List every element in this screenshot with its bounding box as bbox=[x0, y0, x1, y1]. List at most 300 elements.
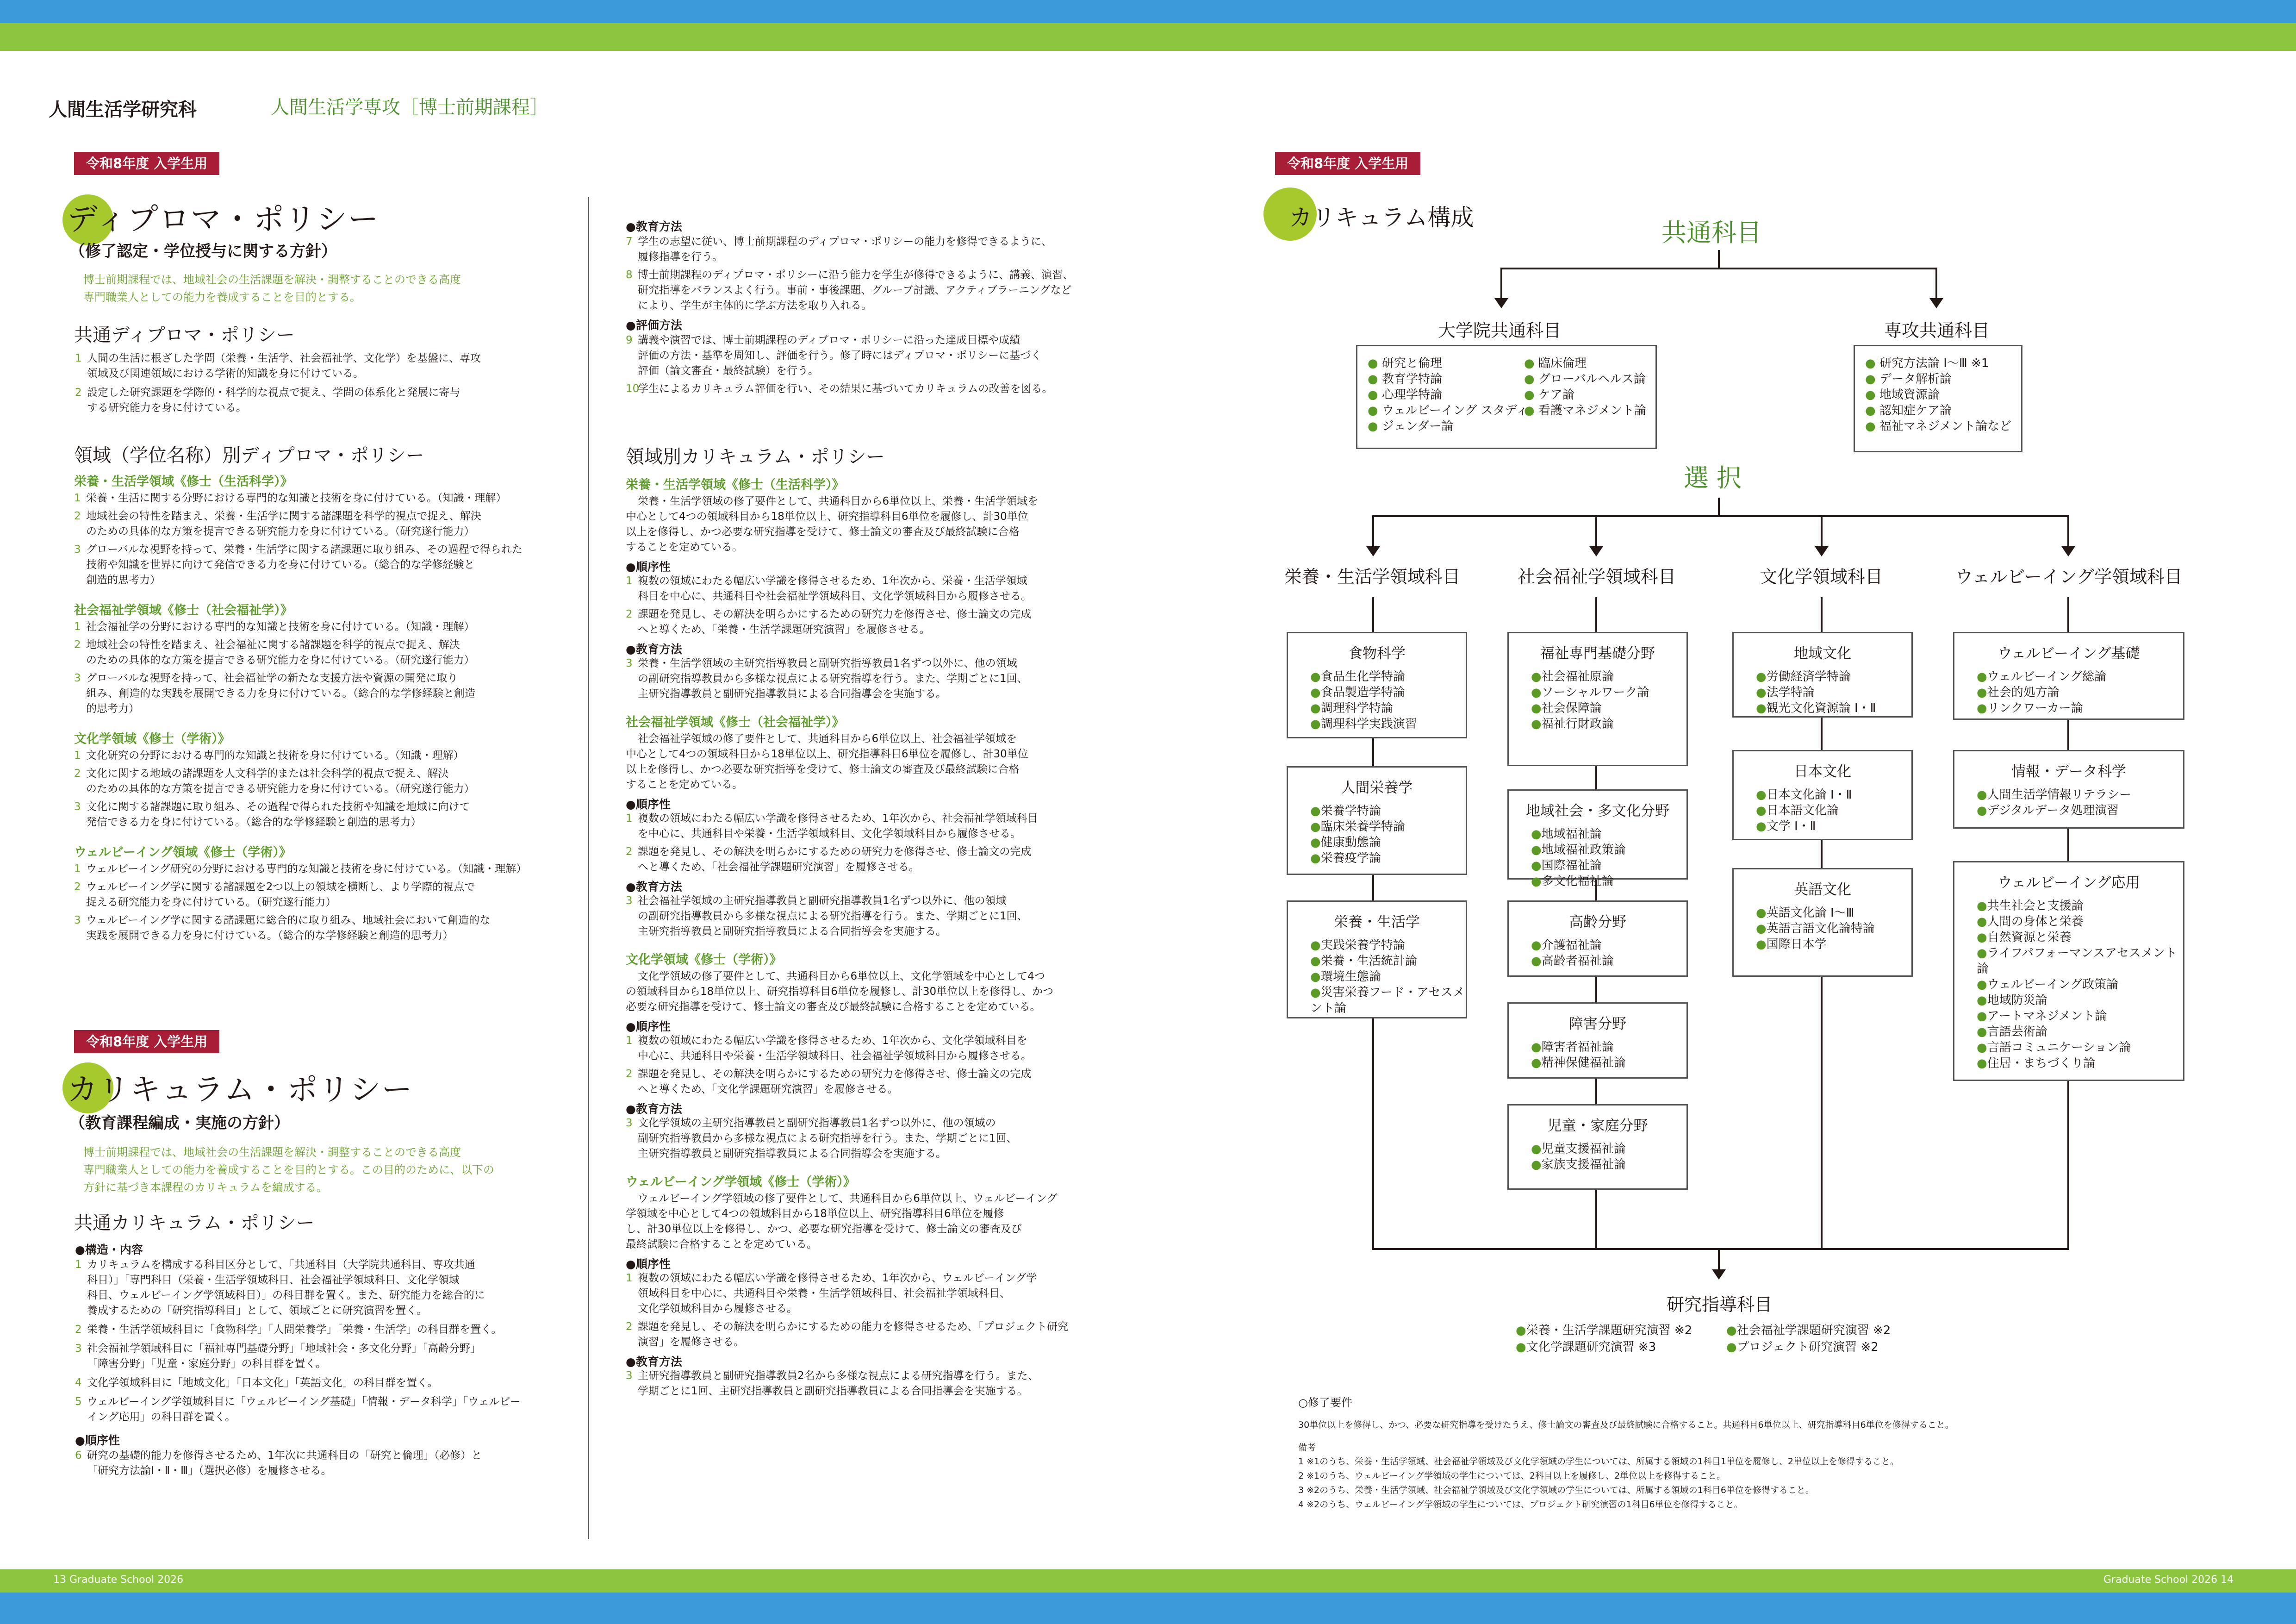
item-line: 捉える研究能力を身に付けている。（研究遂行能力） bbox=[86, 896, 336, 908]
bullet-text: 地域資源論 bbox=[1879, 388, 1940, 402]
item-line: 栄養・生活学領域の主研究指導教員と副研究指導教員1名ずつ以外に、他の領域 bbox=[638, 657, 1017, 669]
subject-name: 英語言語文化論特論 bbox=[1766, 922, 1875, 936]
subject-item bbox=[1531, 716, 1686, 732]
bullet-item bbox=[1368, 356, 1528, 371]
field-diploma-heading: 領域（学位名称）別ディプロマ・ポリシー bbox=[74, 445, 424, 466]
column-divider bbox=[588, 197, 589, 1539]
bullet-item bbox=[1865, 387, 2011, 403]
curriculum-policy-lead bbox=[83, 1143, 494, 1196]
item-line: 社会福祉学の分野における専門的な知識と技術を身に付けている。（知識・理解） bbox=[86, 621, 475, 633]
subject-list bbox=[1531, 937, 1686, 969]
item-line: イング応用」の科目群を置く。 bbox=[87, 1411, 236, 1423]
item-line: 複数の領域にわたる幅広い学識を修得させるため、1年次から、栄養・生活学領域 bbox=[638, 575, 1027, 587]
item-line: 博士前期課程のディプロマ・ポリシーに沿う能力を学生が修得できるように、講義、演習、 bbox=[638, 269, 1074, 281]
subject-list bbox=[1977, 669, 2183, 716]
numbered-item bbox=[74, 637, 565, 668]
bullet-icon: ● bbox=[1310, 717, 1321, 731]
univ-left-list bbox=[1368, 356, 1528, 434]
subject-group-title: 英語文化 bbox=[1794, 881, 1851, 898]
arrow-icon bbox=[1929, 298, 1943, 308]
item-number: 3 bbox=[74, 801, 81, 813]
category-label: 社会福祉学領域科目 bbox=[1517, 567, 1676, 587]
subject-item bbox=[1310, 819, 1466, 835]
bullet-icon: ● bbox=[1531, 1142, 1542, 1156]
curriculum-structure-title: カリキュラム構成 bbox=[1289, 204, 1474, 231]
year-tag: 令和8年度 入学生用 bbox=[1275, 152, 1420, 175]
subject-item bbox=[1756, 669, 1911, 685]
item-line: 学期ごとに1回、主研究指導教員と副研究指導教員による合同指導会を実施する。 bbox=[638, 1385, 1028, 1397]
numbered-item bbox=[74, 748, 565, 763]
remark: 1 ※1のうち、栄養・生活学領域、社会福祉学領域及び文化学領域の学生については、所属する領域の1科目1単位を履修し、2単位以上を修得すること。 bbox=[1298, 1456, 1899, 1467]
diploma-subtitle: （修了認定・学位授与に関する方針） bbox=[69, 242, 337, 261]
item-number: 7 bbox=[626, 236, 633, 248]
subject-item bbox=[1977, 930, 2183, 945]
major-common-title: 専攻共通科目 bbox=[1884, 320, 1990, 341]
bullet-icon: ● bbox=[1756, 670, 1767, 684]
bullet-item bbox=[1368, 371, 1528, 387]
subject-name: リンクワーカー論 bbox=[1987, 701, 2083, 715]
bullet-item bbox=[1368, 387, 1528, 403]
item-line: の副研究指導教員から多様な視点による研究指導を行う。また、学期ごとに1回、 bbox=[638, 910, 1028, 922]
subject-item bbox=[1310, 969, 1466, 985]
research-title: 研究指導科目 bbox=[1666, 1294, 1772, 1315]
subject-name: 栄養学特論 bbox=[1320, 804, 1381, 818]
bullet-icon: ● bbox=[1531, 827, 1542, 841]
subject-item bbox=[1310, 803, 1466, 819]
bullet-icon: ● bbox=[1756, 701, 1767, 715]
subject-group-title: 人間栄養学 bbox=[1341, 780, 1413, 796]
subject-group-box bbox=[1732, 632, 1913, 718]
bullet-icon: ● bbox=[1977, 670, 1987, 684]
bullet-text: グローバルヘルス論 bbox=[1538, 372, 1646, 386]
subject-item bbox=[1977, 1008, 2183, 1024]
requirements-text: 30単位以上を修得し、かつ、必要な研究指導を受けたうえ、修士論文の審査及び最終試験に合格すること。共通科目6単位以上、研究指導科目6単位を修得すること。 bbox=[1298, 1420, 1954, 1430]
common-diploma-heading: 共通ディプロマ・ポリシー bbox=[74, 325, 295, 346]
numbered-item bbox=[74, 800, 565, 830]
subject-name: ソーシャルワーク論 bbox=[1541, 686, 1649, 700]
subject-group-title: ウェルビーイング応用 bbox=[1997, 874, 2140, 891]
bullet-icon: ● bbox=[1368, 404, 1382, 418]
footer-band bbox=[0, 1569, 2296, 1593]
bullet-text: 福祉マネジメント論など bbox=[1879, 419, 2012, 433]
item-line: 技術や知識を世界に向けて発信できる力を身に付けている。（総合的な学修経験と bbox=[86, 559, 475, 571]
bullet-icon: ● bbox=[1531, 1040, 1542, 1054]
bullet-icon: ● bbox=[1531, 1158, 1542, 1172]
bullet-item bbox=[1865, 371, 2011, 387]
subject-name: ウェルビーイング総論 bbox=[1987, 670, 2107, 684]
research-item: ●文化学課題研究演習 ※3 bbox=[1516, 1340, 1656, 1354]
subject-list bbox=[1310, 937, 1466, 1016]
bullet-icon: ● bbox=[1977, 1041, 1987, 1055]
intro-line: 最終試験に合格することを定めている。 bbox=[626, 1238, 817, 1250]
bullet-item bbox=[1368, 403, 1528, 418]
subject-item bbox=[1531, 700, 1686, 716]
bullet-icon: ● bbox=[1865, 372, 1879, 386]
major-common-box bbox=[1854, 345, 2022, 452]
subject-name: 労働経済学特論 bbox=[1766, 670, 1851, 684]
remarks-list bbox=[1298, 1455, 1899, 1512]
year-tag: 令和8年度 入学生用 bbox=[74, 1030, 219, 1053]
item-number: 2 bbox=[75, 387, 82, 399]
item-line: へと導くため、「社会福祉学課題研究演習」を履修させる。 bbox=[638, 861, 920, 873]
subject-item bbox=[1756, 937, 1911, 952]
bullet-icon: ● bbox=[1531, 938, 1542, 952]
arrow-icon bbox=[1366, 546, 1380, 556]
numbered-item bbox=[74, 671, 565, 717]
subject-item bbox=[1531, 669, 1686, 685]
page-title: 人間生活学研究科 bbox=[49, 99, 197, 120]
item-line: カリキュラムを構成する科目区分として、「共通科目（大学院共通科目、専攻共通 bbox=[87, 1259, 475, 1271]
tree-line bbox=[1372, 515, 1374, 548]
subject-group-title: 障害分野 bbox=[1569, 1016, 1626, 1032]
lead-line: 方針に基づき本課程のカリキュラムを編成する。 bbox=[83, 1181, 328, 1194]
subject-group-box bbox=[1732, 750, 1913, 840]
subject-name: 英語文化論 Ⅰ～Ⅲ bbox=[1766, 906, 1854, 920]
tree-line bbox=[2067, 515, 2069, 548]
bullet-icon: ● bbox=[1310, 986, 1321, 999]
subject-item bbox=[1756, 905, 1911, 921]
subject-name: 栄養・生活統計論 bbox=[1320, 954, 1417, 968]
section-label: ●教育方法 bbox=[626, 1102, 682, 1116]
subject-name: 多文化福祉論 bbox=[1541, 874, 1614, 888]
subject-name: 栄養疫学論 bbox=[1320, 851, 1381, 865]
subject-name: デジタルデータ処理演習 bbox=[1987, 804, 2119, 818]
subject-name: 社会的処方論 bbox=[1987, 686, 2060, 700]
subject-list bbox=[1756, 787, 1911, 834]
subject-item bbox=[1977, 685, 2183, 700]
field-heading: 社会福祉学領域《修士（社会福祉学）》 bbox=[74, 603, 293, 618]
univ-common-title: 大学院共通科目 bbox=[1437, 320, 1561, 341]
subject-name: 住居・まちづくり論 bbox=[1987, 1056, 2096, 1070]
item-line: 複数の領域にわたる幅広い学識を修得させるため、1年次から、社会福祉学領域科目 bbox=[638, 812, 1038, 824]
subject-item bbox=[1531, 1157, 1686, 1173]
bullet-icon: ● bbox=[1368, 419, 1382, 433]
bullet-text: 心理学特論 bbox=[1381, 388, 1442, 402]
bullet-icon: ● bbox=[1977, 804, 1987, 818]
subject-name: 臨床栄養学特論 bbox=[1320, 820, 1405, 834]
item-number: 3 bbox=[74, 914, 81, 926]
numbered-item bbox=[75, 351, 566, 381]
item-line: 科目を中心に、共通科目や社会福祉学領域科目、文化学領域科目から履修させる。 bbox=[638, 590, 1032, 602]
bullet-item bbox=[1865, 403, 2011, 418]
subject-name: 家族支援福祉論 bbox=[1541, 1158, 1626, 1172]
subject-item bbox=[1310, 985, 1466, 1016]
subject-group-title: 高齢分野 bbox=[1569, 914, 1626, 931]
item-number: 2 bbox=[74, 768, 81, 780]
numbered-item bbox=[626, 381, 1116, 397]
item-line: 創造的思考力） bbox=[86, 574, 161, 586]
subject-group-title: 食物科学 bbox=[1348, 645, 1406, 662]
bullet-item bbox=[1524, 356, 1646, 371]
item-line: 課題を発見し、その解決を明らかにするための研究力を修得させ、修士論文の完成 bbox=[638, 846, 1032, 858]
subject-group-box bbox=[1287, 632, 1467, 738]
bullet-text: 研究方法論 Ⅰ～Ⅲ ※1 bbox=[1879, 356, 1989, 370]
item-line: 複数の領域にわたる幅広い学識を修得させるため、1年次から、ウェルビーイング学 bbox=[638, 1272, 1037, 1284]
item-line: 課題を発見し、その解決を明らかにするための能力を修得させるため、「プロジェクト研究 bbox=[638, 1321, 1069, 1333]
subject-item bbox=[1977, 898, 2183, 914]
section-label: ●教育方法 bbox=[626, 220, 682, 233]
item-number: 1 bbox=[626, 1035, 633, 1047]
item-number: 1 bbox=[626, 575, 633, 587]
arrow-icon bbox=[1589, 546, 1603, 556]
bullet-icon: ● bbox=[1524, 404, 1538, 418]
item-line: 文化学領域科目に「地域文化」「日本文化」「英語文化」の科目群を置く。 bbox=[87, 1377, 438, 1389]
numbered-item bbox=[75, 1394, 566, 1425]
bullet-icon: ● bbox=[1977, 915, 1987, 929]
section-label: ●教育方法 bbox=[626, 880, 682, 893]
subject-item bbox=[1756, 787, 1911, 803]
numbered-item bbox=[74, 542, 565, 588]
item-line: 的思考力） bbox=[86, 703, 139, 715]
item-line: 中心に、共通科目や栄養・生活学領域科目、社会福祉学領域科目から履修させる。 bbox=[638, 1050, 1032, 1062]
bullet-item bbox=[1368, 418, 1528, 434]
subject-name: 共生社会と支援論 bbox=[1987, 899, 2084, 913]
item-number: 1 bbox=[75, 1259, 82, 1271]
bullet-text: 看護マネジメント論 bbox=[1538, 404, 1647, 418]
item-line: 研究指導をバランスよく行う。事前・事後課題、グループ討議、アクティブラーニングなど bbox=[638, 284, 1072, 296]
field-heading: 栄養・生活学領域《修士（生活科学）》 bbox=[74, 475, 293, 489]
bullet-icon: ● bbox=[1977, 931, 1987, 944]
bullet-item bbox=[1524, 387, 1646, 403]
subject-list bbox=[1977, 898, 2183, 1071]
item-number: 2 bbox=[75, 1324, 82, 1336]
subject-name: 食品生化学特論 bbox=[1320, 670, 1405, 684]
subject-item bbox=[1756, 818, 1911, 834]
item-line: 研究の基礎的能力を修得させるため、1年次に共通科目の「研究と倫理」（必修）と bbox=[87, 1449, 482, 1462]
bullet-icon: ● bbox=[1865, 388, 1879, 402]
subject-name: 精神保健福祉論 bbox=[1541, 1056, 1626, 1070]
item-line: ウェルビーイング学に関する諸課題を2つ以上の領域を横断し、より学際的視点で bbox=[86, 881, 475, 893]
subject-item bbox=[1977, 993, 2183, 1008]
item-number: 8 bbox=[626, 269, 633, 281]
subject-item bbox=[1310, 937, 1466, 953]
bullet-icon: ● bbox=[1368, 388, 1382, 402]
bullet-icon: ● bbox=[1310, 670, 1321, 684]
item-line: の副研究指導教員から多様な視点による研究指導を行う。また、学期ごとに1回、 bbox=[638, 673, 1028, 685]
subject-item bbox=[1977, 945, 2183, 977]
subject-item bbox=[1756, 803, 1911, 818]
arrow-icon bbox=[1712, 1269, 1726, 1280]
subject-name: ライフパフォーマンスアセスメント論 bbox=[1977, 946, 2177, 976]
subject-group-title: 児童・家庭分野 bbox=[1547, 1118, 1648, 1134]
item-line: 課題を発見し、その解決を明らかにするための研究力を修得させ、修士論文の完成 bbox=[638, 608, 1032, 620]
arrow-icon bbox=[1494, 298, 1508, 308]
subject-item bbox=[1531, 1039, 1686, 1055]
bullet-icon: ● bbox=[1977, 993, 1987, 1007]
subject-group-box bbox=[1732, 868, 1913, 977]
item-line: 科目）」「専門科目（栄養・生活学領域科目、社会福祉学領域科目、文化学領域 bbox=[87, 1274, 460, 1286]
subject-name: 日本語文化論 bbox=[1766, 804, 1839, 818]
subject-group-box bbox=[1287, 900, 1467, 1018]
item-number: 3 bbox=[75, 1343, 82, 1355]
subject-item bbox=[1531, 1141, 1686, 1157]
subject-list bbox=[1977, 787, 2183, 818]
numbered-item bbox=[75, 1322, 566, 1337]
subject-item bbox=[1977, 700, 2183, 716]
intro-line: 以上を修得し、かつ必要な研究指導を受けて、修士論文の審査及び最終試験に合格 bbox=[626, 526, 1020, 538]
bullet-icon: ● bbox=[1865, 419, 1879, 433]
category-label: ウェルビーイング学領域科目 bbox=[1955, 567, 2183, 587]
subject-item bbox=[1977, 1024, 2183, 1040]
item-number: 2 bbox=[74, 881, 81, 893]
bullet-icon: ● bbox=[1368, 372, 1382, 386]
item-line: 主研究指導教員と副研究指導教員による合同指導会を実施する。 bbox=[638, 1148, 946, 1160]
bullet-icon: ● bbox=[1524, 356, 1538, 370]
subject-name: 地域福祉政策論 bbox=[1541, 843, 1626, 857]
subject-item bbox=[1977, 669, 2183, 685]
numbered-item bbox=[626, 234, 1116, 265]
bullet-icon: ● bbox=[1310, 954, 1321, 968]
intro-line: 社会福祉学領域の修了要件として、共通科目から6単位以上、社会福祉学領域を bbox=[638, 733, 1017, 745]
item-line: 科目、ウェルビーイング学領域科目）」の科目群を置く。また、研究能力を総合的に bbox=[87, 1289, 485, 1301]
item-line: 領域科目を中心に、共通科目や栄養・生活学領域科目、社会福祉学領域科目、 bbox=[638, 1287, 1010, 1299]
item-line: 養成するための「研究指導科目」として、領域ごとに研究演習を置く。 bbox=[87, 1305, 428, 1317]
item-line: 栄養・生活学領域科目に「食物科学」「人間栄養学」「栄養・生活学」の科目群を置く。 bbox=[87, 1324, 502, 1336]
lead-line: 専門職業人としての能力を養成することを目的とする。 bbox=[83, 291, 361, 304]
item-line: 地域社会の特性を踏まえ、社会福祉に関する諸課題を科学的視点で捉え、解決 bbox=[86, 639, 460, 651]
category-label: 文化学領域科目 bbox=[1759, 567, 1883, 587]
bullet-icon: ● bbox=[1977, 946, 1987, 960]
bullet-text: ウェルビーイング スタディ bbox=[1381, 404, 1528, 418]
numbered-item bbox=[74, 509, 565, 539]
bullet-icon: ● bbox=[1524, 388, 1538, 402]
subject-item bbox=[1531, 937, 1686, 953]
intro-line: 栄養・生活学領域の修了要件として、共通科目から6単位以上、栄養・生活学領域を bbox=[638, 495, 1039, 507]
diploma-title: ディプロマ・ポリシー bbox=[67, 201, 380, 237]
subject-item bbox=[1310, 835, 1466, 850]
subject-group-box bbox=[1507, 789, 1688, 888]
item-line: 地域社会の特性を踏まえ、栄養・生活学に関する諸課題を科学的視点で捉え、解決 bbox=[86, 510, 481, 522]
item-line: 設定した研究課題を学際的・科学的な視点で捉え、学問の体系化と発展に寄与 bbox=[87, 387, 460, 399]
subject-list bbox=[1310, 803, 1466, 866]
numbered-item bbox=[74, 766, 565, 797]
intro-line: 必要な研究指導を受けて、修士論文の審査及び最終試験に合格することを定めている。 bbox=[626, 1001, 1041, 1013]
numbered-item bbox=[75, 1341, 566, 1372]
subject-name: 地域防災論 bbox=[1987, 993, 2047, 1007]
item-line: 栄養・生活に関する分野における専門的な知識と技術を身に付けている。（知識・理解） bbox=[86, 492, 507, 504]
tree-line bbox=[1718, 1248, 1720, 1271]
intro-line: 中心として4つの領域科目から18単位以上、研究指導科目6単位を履修し、計30単位 bbox=[626, 511, 1028, 523]
subject-group-title: 情報・データ科学 bbox=[2011, 763, 2126, 780]
bullet-text: 臨床倫理 bbox=[1538, 356, 1587, 370]
bullet-icon: ● bbox=[1865, 404, 1879, 418]
bullet-item bbox=[1865, 418, 2011, 434]
tree-line bbox=[1821, 515, 1823, 548]
subject-name: 地域福祉論 bbox=[1541, 827, 1602, 841]
item-number: 6 bbox=[75, 1449, 82, 1462]
subject-item bbox=[1977, 803, 2183, 818]
bullet-icon: ● bbox=[1865, 356, 1879, 370]
item-number: 5 bbox=[75, 1396, 82, 1408]
subject-name: 介護福祉論 bbox=[1541, 938, 1602, 952]
item-line: 領域及び関連領域における学術的知識を身に付けている。 bbox=[87, 368, 364, 380]
section-label: ●評価方法 bbox=[626, 319, 682, 332]
curriculum-policy-title: カリキュラム・ポリシー bbox=[67, 1072, 413, 1107]
bullet-icon: ● bbox=[1531, 843, 1542, 857]
subject-group-box bbox=[1287, 766, 1467, 875]
subject-name: 観光文化資源論 Ⅰ・Ⅱ bbox=[1766, 701, 1876, 715]
subject-group-title: 日本文化 bbox=[1794, 763, 1851, 780]
bullet-icon: ● bbox=[1531, 670, 1542, 684]
item-line: 発信できる力を身に付けている。（総合的な学修経験と創造的思考力） bbox=[86, 816, 422, 828]
bottom-band-blue bbox=[0, 1593, 2296, 1624]
subject-item bbox=[1310, 953, 1466, 969]
item-line: 文化学領域科目から履修させる。 bbox=[638, 1303, 797, 1315]
numbered-item bbox=[74, 619, 565, 635]
subject-name: 自然資源と栄養 bbox=[1987, 931, 2072, 944]
item-line: 課題を発見し、その解決を明らかにするための研究力を修得させ、修士論文の完成 bbox=[638, 1068, 1032, 1080]
bullet-icon: ● bbox=[1310, 701, 1321, 715]
bullet-icon: ● bbox=[1310, 970, 1321, 984]
bullet-icon: ● bbox=[1531, 954, 1542, 968]
section-label: ●順序性 bbox=[626, 798, 671, 811]
arrow-icon bbox=[1815, 546, 1829, 556]
bullet-item bbox=[1524, 371, 1646, 387]
field-heading: ウェルビーイング領域《修士（学術）》 bbox=[74, 845, 292, 860]
bullet-icon: ● bbox=[1977, 1009, 1987, 1023]
item-line: 文化研究の分野における専門的な知識と技術を身に付けている。（知識・理解） bbox=[86, 750, 464, 762]
subject-item bbox=[1756, 921, 1911, 937]
tree-line bbox=[1718, 498, 1720, 516]
section-label: ●順序性 bbox=[626, 1020, 671, 1033]
univ-right-list bbox=[1524, 356, 1646, 418]
subject-group-box bbox=[1953, 632, 2184, 720]
bullet-text: 認知症ケア論 bbox=[1879, 404, 1952, 418]
section-label: ●順序性 bbox=[75, 1434, 120, 1447]
item-line: を中心に、共通科目や栄養・生活学領域科目、文化学領域科目から履修させる。 bbox=[638, 828, 1021, 840]
subject-item bbox=[1756, 685, 1911, 700]
subject-item bbox=[1310, 669, 1466, 685]
item-number: 3 bbox=[74, 543, 81, 556]
subject-item bbox=[1531, 1055, 1686, 1071]
subject-name: 法学特論 bbox=[1766, 686, 1815, 700]
bullet-text: 教育学特論 bbox=[1381, 372, 1442, 386]
subject-name: 調理科学特論 bbox=[1320, 701, 1393, 715]
subject-name: 国際福祉論 bbox=[1541, 859, 1602, 873]
tree-line bbox=[1935, 268, 1937, 300]
subject-name: 高齢者福祉論 bbox=[1541, 954, 1614, 968]
tree-line bbox=[1500, 268, 1502, 300]
intro-line: の領域科目から18単位以上、研究指導科目6単位を履修し、計30単位以上を修得し、かつ bbox=[626, 986, 1054, 998]
item-number: 3 bbox=[626, 657, 633, 669]
bullet-icon: ● bbox=[1524, 372, 1538, 386]
item-line: する研究能力を身に付けている。 bbox=[87, 402, 247, 414]
item-number: 2 bbox=[74, 510, 81, 522]
subject-name: 福祉行財政論 bbox=[1541, 717, 1614, 731]
item-line: により、学生が主体的に学ぶ方法を取り入れる。 bbox=[638, 300, 872, 312]
item-line: 評価（論文審査・最終試験）を行う。 bbox=[638, 365, 819, 377]
item-number: 1 bbox=[626, 1272, 633, 1284]
bullet-icon: ● bbox=[1310, 804, 1321, 818]
item-line: ウェルビーイング学領域科目に「ウェルビーイング基礎」「情報・データ科学」「ウェルビー bbox=[87, 1396, 521, 1408]
intro-line: ウェルビーイング学領域の修了要件として、共通科目から6単位以上、ウェルビーイング bbox=[638, 1193, 1058, 1205]
item-line: 副研究指導教員から多様な視点による研究指導を行う。また、学期ごとに1回、 bbox=[638, 1132, 1017, 1144]
subject-item bbox=[1310, 700, 1466, 716]
bullet-icon: ● bbox=[1756, 686, 1767, 700]
tree-line bbox=[1372, 1248, 2069, 1250]
tree-line bbox=[1718, 250, 1720, 269]
subject-group-title: ウェルビーイング基礎 bbox=[1997, 645, 2140, 662]
bullet-icon: ● bbox=[1977, 978, 1987, 992]
lead-line: 博士前期課程では、地域社会の生活課題を解決・調整することのできる高度 bbox=[83, 1146, 461, 1159]
subject-item bbox=[1310, 850, 1466, 866]
numbered-item bbox=[74, 862, 565, 877]
item-line: 主研究指導教員と副研究指導教員による合同指導会を実施する。 bbox=[638, 688, 946, 700]
item-number: 1 bbox=[74, 750, 81, 762]
subject-name: 調理科学実践演習 bbox=[1320, 717, 1417, 731]
subject-group-box bbox=[1507, 632, 1688, 766]
section-label: ●教育方法 bbox=[626, 643, 682, 656]
